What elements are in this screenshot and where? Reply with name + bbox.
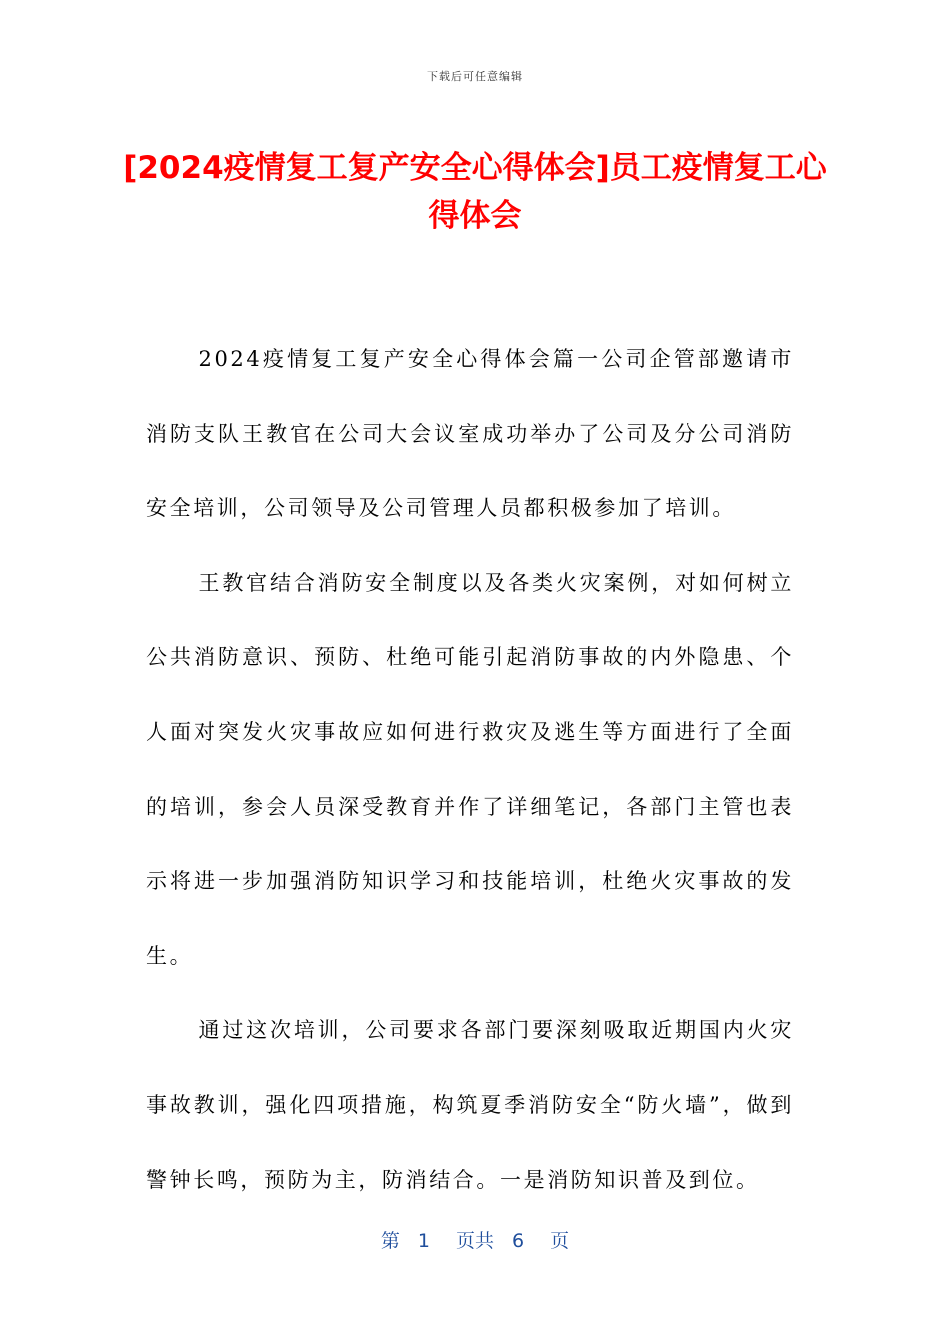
page-prefix: 第 xyxy=(380,1230,400,1252)
document-body xyxy=(146,322,794,1217)
document-title: [2024疫情复工复产安全心得体会]员工疫情复工心得体会 xyxy=(123,150,827,234)
paragraph-2: 王教官结合消防安全制度以及各类火灾案例，对如何树立公共消防意识、预防、杜绝可能引起消防事故的内外隐患、个人面对突发火灾事故应如何进行救灾及逃生等方面进行了全面的培训，参会人员深受教育并作了详细笔记，各部门主管也表示将进一步加强消防知识学习和技能培训，杜绝火灾事故的发生。 xyxy=(146,570,794,968)
paragraph-1: 2024疫情复工复产安全心得体会篇一公司企管部邀请市消防支队王教官在公司大会议室成功举办了公司及分公司消防安全培训，公司领导及公司管理人员都积极参加了培训。 xyxy=(146,347,794,521)
page-suffix: 页 xyxy=(550,1230,570,1252)
page-middle: 页共 xyxy=(455,1230,494,1252)
total-pages-number: 6 xyxy=(512,1230,525,1252)
paragraph-3: 通过这次培训，公司要求各部门要深刻吸取近期国内火灾事故教训，强化四项措施，构筑夏季消防安全“防火墙”，做到警钟长鸣，预防为主，防消结合。一是消防知识普及到位。 xyxy=(146,1018,794,1192)
header-note: 下载后可任意编辑 xyxy=(427,70,523,83)
page-number-footer xyxy=(0,1226,950,1253)
current-page-number: 1 xyxy=(417,1230,430,1252)
